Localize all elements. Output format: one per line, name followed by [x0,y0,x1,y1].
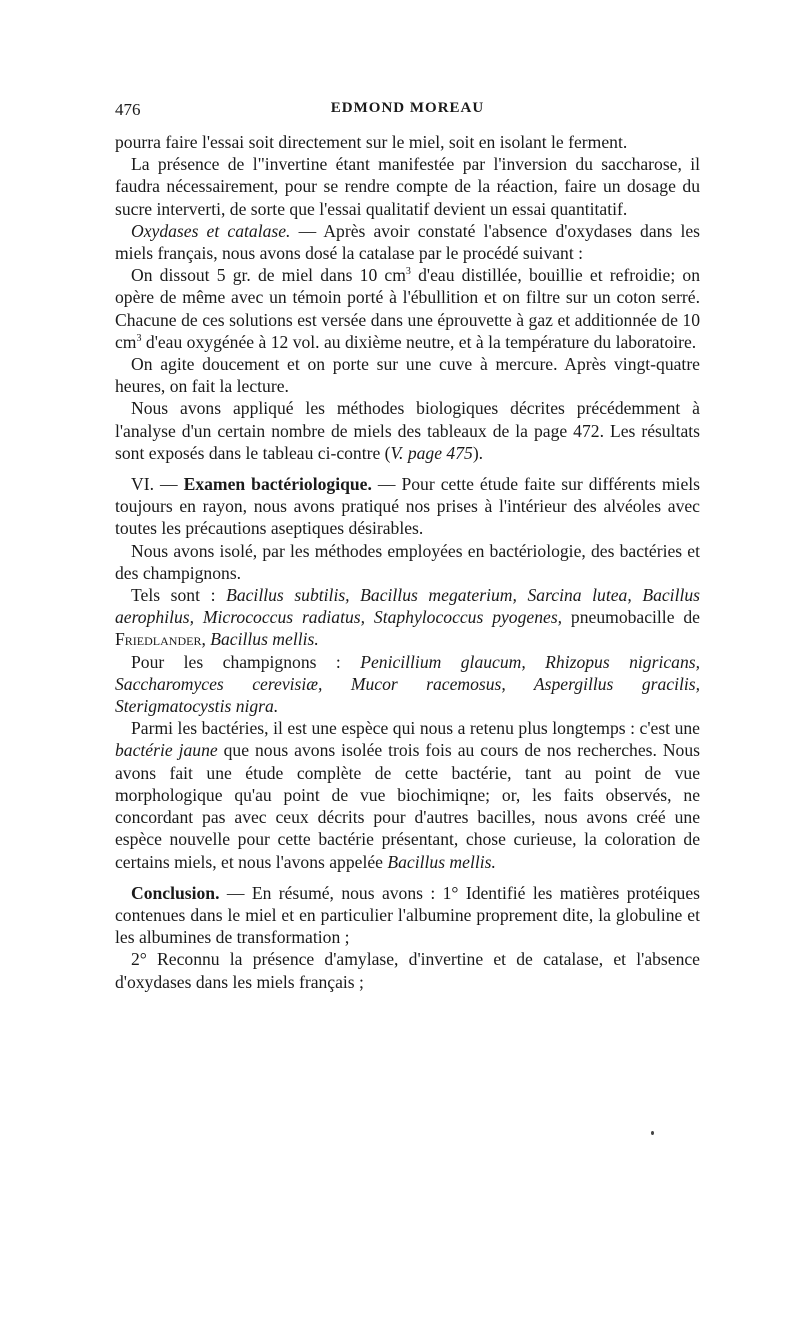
paragraph-text: ). [472,442,484,463]
paragraph-text: Nous avons appliqué les méthodes biologiques décrites précédemment à l'analyse d'un certain nombre de miels des tableaux de la page 472. Les résultats sont exposés dans le tableau ci-contre ( [115,398,700,463]
paragraph-text: — En résumé, nous avons : 1° Identifié les matières protéiques contenues dans le miel et en particulier l'albumine proprement dite, la globuline et les albumines de transformation ; [115,882,700,948]
paragraph-invertine: La présence de l"invertine étant manifestée par l'inversion du saccharose, il faudra nécessairement, pour se rendre compte de la réaction, faire un dosage du sucre interverti, de sorte que l'essai qualitatif devient un essai quantitatif. [115,154,700,219]
species-list: Bacillus subtilis, Bacillus megaterium, Sarcina lutea, Bacillus aerophilus, Micrococcus radiatus, Staphylococcus pyogenes, [115,585,700,628]
superscript: 3 [136,332,142,344]
paragraph-results [115,397,700,464]
species-name: Bacillus mellis. [387,851,496,872]
paragraph-text: On dissout 5 gr. de miel dans 10 cm [131,265,406,286]
superscript: 3 [405,266,411,278]
paragraph-text: d'eau distillée, bouillie et refroidie; on opère de même avec un témoin porté à l'ébullition et on filtre sur un coton serré. Chacune de ces solutions est versée dans une éprouvette à gaz et additionnée de 10 cm [115,265,700,352]
paragraph-text: Tels sont : [131,585,227,606]
paragraph-text: , [201,629,211,650]
paragraph-text: — Après avoir constaté l'absence d'oxydases dans les miels français, nous avons dosé la catalase par le procédé suivant : [115,220,700,264]
body-text [115,131,700,993]
page-header [115,100,700,124]
paragraph-text: que nous avons isolée trois fois au cours de nos recherches. Nous avons fait une étude complète de cette bactérie, tant au point de vue morphologique qu'au point de vue biochimiqne; or, les faits observés, ne concordant pas avec ceux décrits pour d'autres bacilles, nous avons créé une espèce nouvelle pour cette bactérie présentant, chose curieuse, la coloration de certains miels, et nous l'avons appelée [115,740,700,872]
section-bacteriological [115,473,700,540]
species-name: Bacillus mellis. [210,629,319,650]
species-list: Penicillium glaucum, Rhizopus nigricans, Saccharomyces cerevisiæ, Mucor racemosus, Aspergillus gracilis, Sterigmatocystis nigra. [115,651,700,717]
page-reference: V. page 475 [390,442,473,463]
paragraph-continuation: pourra faire l'essai soit directement sur le miel, soit en isolant le ferment. [115,132,628,152]
running-title: EDMOND MOREAU [330,100,485,116]
emphasis: bactérie jaune [115,740,218,761]
paragraph-text: — Pour cette étude faite sur différents miels toujours en rayon, nous avons pratiqué nos prises à l'intérieur des alvéoles avec toutes les précautions aseptiques désirables. [115,474,700,539]
section-conclusion [115,882,700,949]
paragraph-oxydases [115,220,700,264]
ink-speck [651,1131,654,1135]
section-number: VI. — [131,474,184,495]
page-number: 476 [115,100,141,119]
paragraph-text: Parmi les bactéries, il est une espèce qui nous a retenu plus longtemps : c'est une [131,718,700,739]
paragraph-method [115,264,700,353]
paragraph-text: pneumobacille de [562,607,700,628]
paragraph-text: Pour les champignons : [131,651,361,672]
paragraph-bacteria-list [115,584,700,651]
section-title: Examen bactériologique. [183,474,372,495]
section-title: Conclusion. [131,882,220,903]
paragraph-agitation: On agite doucement et on porte sur une cuve à mercure. Après vingt-quatre heures, on fait la lecture. [115,354,700,397]
author-name: Friedlander [115,629,202,650]
subsection-title-oxydases: Oxydases et catalase. [131,220,291,241]
paragraph-isolation: Nous avons isolé, par les méthodes employées en bactériologie, des bactéries et des champignons. [115,540,700,583]
paragraph-text: d'eau oxygénée à 12 vol. au dixième neutre, et à la température du laboratoire. [141,331,697,352]
paragraph-fungi-list [115,651,700,718]
paragraph-conclusion-2: 2° Reconnu la présence d'amylase, d'invertine et de catalase, et l'absence d'oxydases dans les miels français ; [115,949,700,992]
paragraph-yellow-bacteria [115,717,700,872]
